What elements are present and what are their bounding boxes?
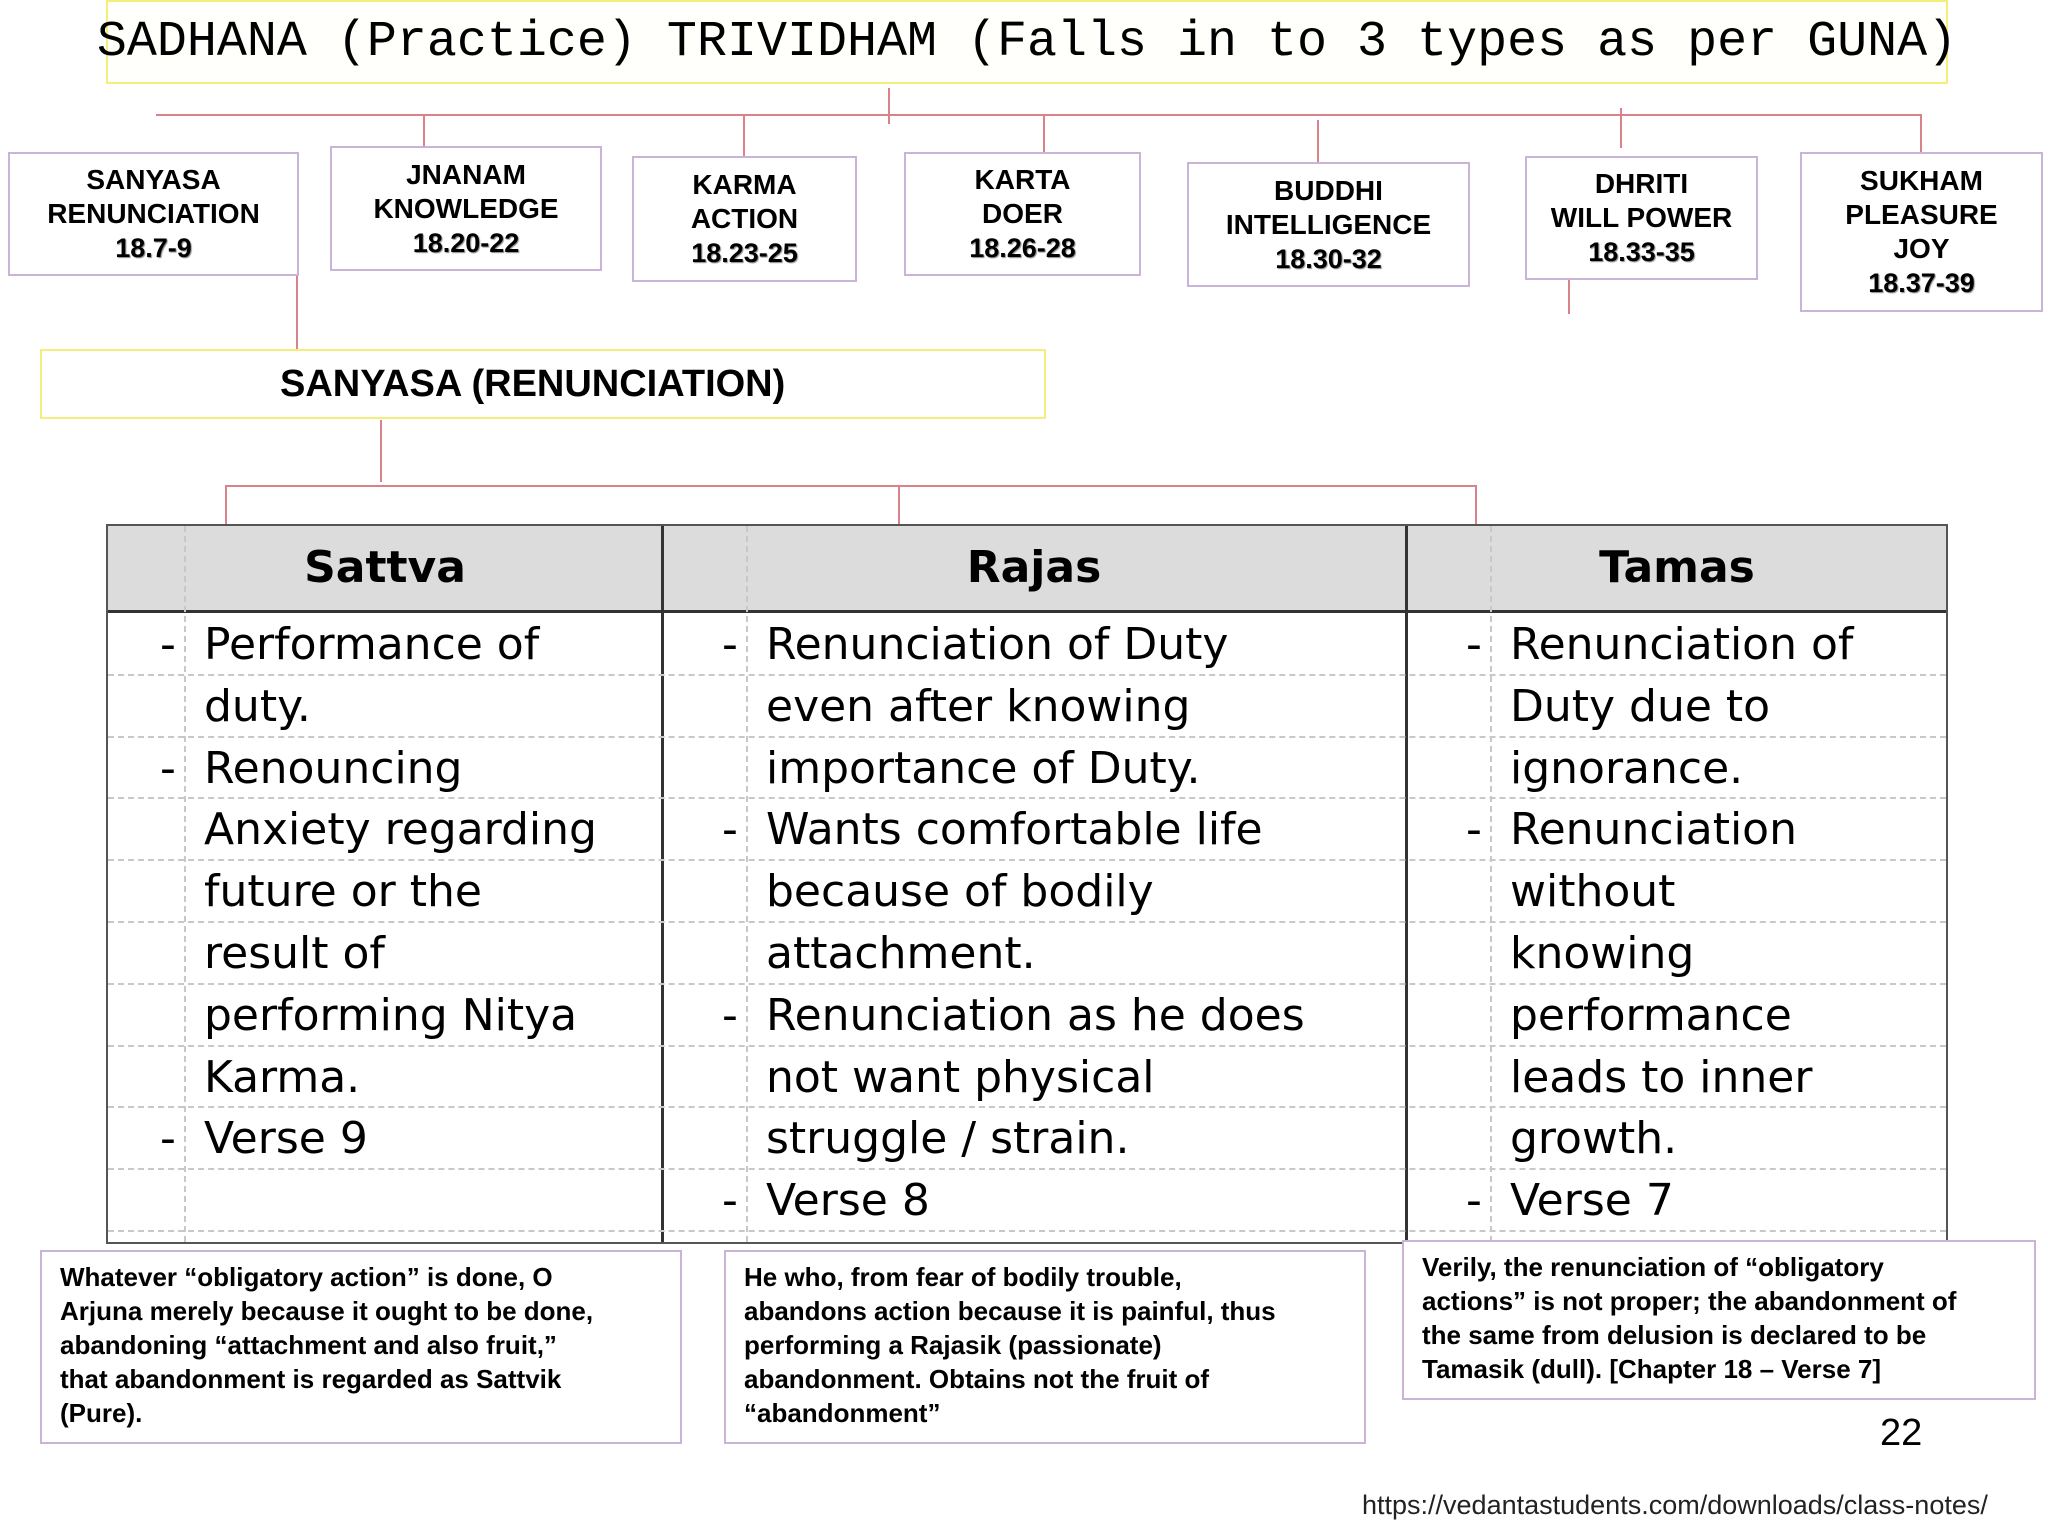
connector (380, 420, 382, 482)
connector (743, 114, 745, 156)
cell-text-rajas: struggle / strain. (766, 1113, 1130, 1165)
connector (1920, 114, 1922, 152)
connector (1568, 278, 1570, 314)
category-name: DHRITI (1594, 168, 1689, 199)
connector (888, 88, 890, 124)
category-karma (632, 156, 857, 282)
note-line: He who, from fear of bodily trouble, (744, 1262, 1182, 1292)
category-sanyasa (8, 152, 299, 276)
category-translation: INTELLIGENCE (1225, 208, 1432, 240)
guna-table (106, 524, 1948, 1244)
cell-text-rajas: not want physical (766, 1051, 1155, 1103)
category-name: KARTA (974, 164, 1071, 195)
cell-text-tamas: knowing (1510, 928, 1695, 979)
category-verse-ref: 18.30-32 (1275, 243, 1382, 274)
connector (1317, 120, 1319, 164)
connector (1475, 485, 1477, 525)
bullet-dash: - (160, 742, 176, 794)
category-translation: ACTION (690, 203, 799, 234)
bullet-dash: - (160, 1113, 176, 1165)
note-line: the same from delusion is declared to be (1422, 1320, 1927, 1350)
note-line: Tamasik (dull). [Chapter 18 – Verse 7] (1422, 1354, 1882, 1384)
cell-text-tamas: Duty due to (1510, 680, 1771, 732)
category-verse-ref: 18.26-28 (969, 233, 1076, 263)
connector (225, 485, 227, 525)
connector (1620, 108, 1622, 148)
cell-text-tamas: Verse 7 (1510, 1175, 1674, 1227)
bullet-divider (184, 526, 186, 1242)
category-karta (904, 152, 1141, 276)
category-buddhi (1187, 162, 1470, 287)
header-sattva: Sattva (304, 542, 466, 593)
bullet-dash: - (722, 989, 738, 1041)
verse-note-rajas (724, 1250, 1366, 1444)
note-line: Arjuna merely because it ought to be done, (60, 1296, 594, 1326)
cell-text-tamas: growth. (1510, 1113, 1678, 1165)
category-translation: DOER (982, 198, 1063, 229)
category-name: JNANAM (406, 158, 526, 190)
verse-note-sattva (40, 1250, 682, 1444)
cell-text-sattva: Renouncing (204, 742, 463, 794)
bullet-dash: - (722, 619, 738, 670)
category-translation: KNOWLEDGE (373, 192, 559, 224)
verse-note-tamas (1402, 1240, 2036, 1400)
note-line: abandoning “attachment and also fruit,” (60, 1330, 557, 1360)
cell-text-tamas: leads to inner (1510, 1051, 1813, 1103)
bullet-divider (746, 526, 748, 1242)
category-verse-ref: 18.33-35 (1588, 237, 1695, 267)
cell-text-rajas: Wants comfortable life (766, 804, 1263, 856)
cell-text-rajas: Renunciation as he does (766, 989, 1305, 1041)
column-separator (661, 526, 664, 1242)
connector (296, 274, 298, 350)
header-rajas: Rajas (966, 542, 1102, 593)
page-number: 22 (1880, 1412, 1923, 1454)
cell-text-tamas: performance (1510, 989, 1792, 1041)
bullet-dash: - (1466, 804, 1482, 856)
category-jnanam (330, 146, 602, 271)
category-dhriti (1525, 156, 1758, 280)
cell-text-rajas: because of bodily (766, 866, 1154, 918)
connector (225, 485, 1477, 487)
note-line: abandonment. Obtains not the fruit of (744, 1364, 1210, 1394)
bullet-dash: - (722, 1175, 738, 1227)
cell-text-sattva: Verse 9 (204, 1113, 368, 1165)
note-line: (Pure). (60, 1398, 143, 1428)
note-line: that abandonment is regarded as Sattvik (60, 1364, 562, 1394)
cell-text-sattva: Karma. (204, 1051, 361, 1103)
connector (423, 114, 425, 148)
bullet-dash: - (1466, 619, 1482, 670)
cell-text-sattva: Performance of (204, 619, 540, 670)
cell-text-sattva: duty. (204, 680, 311, 732)
cell-text-sattva: Anxiety regarding (204, 804, 597, 856)
category-translation-2: JOY (1893, 233, 1950, 264)
category-translation: PLEASURE (1845, 199, 1998, 230)
connector (898, 485, 900, 525)
column-separator (1405, 526, 1408, 1242)
bullet-dash: - (1466, 1175, 1482, 1227)
cell-text-tamas: without (1510, 866, 1676, 918)
cell-text-rajas: Renunciation of Duty (766, 619, 1229, 670)
category-name: KARMA (692, 169, 797, 200)
category-verse-ref: 18.37-39 (1868, 268, 1975, 298)
connector (1043, 114, 1045, 152)
cell-text-rajas: Verse 8 (766, 1175, 930, 1227)
note-line: actions” is not proper; the abandonment of (1422, 1286, 1957, 1316)
category-name: SUKHAM (1860, 165, 1983, 196)
cell-text-sattva: future or the (204, 866, 482, 918)
category-translation: WILL POWER (1550, 202, 1733, 233)
cell-text-sattva: result of (204, 928, 385, 979)
category-verse-ref: 18.20-22 (412, 227, 520, 258)
category-verse-ref: 18.7-9 (115, 233, 192, 263)
cell-text-rajas: even after knowing (766, 680, 1191, 732)
category-name: SANYASA (86, 164, 221, 195)
note-line: “abandonment” (744, 1398, 941, 1428)
connector (156, 114, 1922, 116)
note-line: Verily, the renunciation of “obligatory (1422, 1252, 1884, 1282)
note-line: Whatever “obligatory action” is done, O (60, 1262, 553, 1292)
note-line: abandons action because it is painful, thus (744, 1296, 1276, 1326)
bullet-divider (1490, 526, 1492, 1242)
category-verse-ref: 18.23-25 (691, 238, 798, 268)
cell-text-tamas: Renunciation (1510, 804, 1797, 856)
table-header-row (108, 526, 1946, 613)
cell-text-rajas: importance of Duty. (766, 742, 1201, 794)
category-name: BUDDHI (1274, 174, 1383, 206)
header-tamas: Tamas (1599, 542, 1755, 593)
page-title: SADHANA (Practice) TRIVIDHAM (Falls in to 3 types as per GUNA) (106, 0, 1948, 84)
category-sukham (1800, 152, 2043, 312)
cell-text-tamas: ignorance. (1510, 742, 1744, 794)
section-heading: SANYASA (RENUNCIATION) (40, 349, 1046, 419)
category-translation: RENUNCIATION (47, 198, 260, 229)
source-url: https://vedantastudents.com/downloads/class-notes/ (1362, 1490, 1988, 1520)
bullet-dash: - (160, 619, 176, 670)
cell-text-rajas: attachment. (766, 928, 1036, 979)
note-line: performing a Rajasik (passionate) (744, 1330, 1162, 1360)
cell-text-tamas: Renunciation of (1510, 619, 1854, 670)
cell-text-sattva: performing Nitya (204, 989, 578, 1041)
bullet-dash: - (722, 804, 738, 856)
